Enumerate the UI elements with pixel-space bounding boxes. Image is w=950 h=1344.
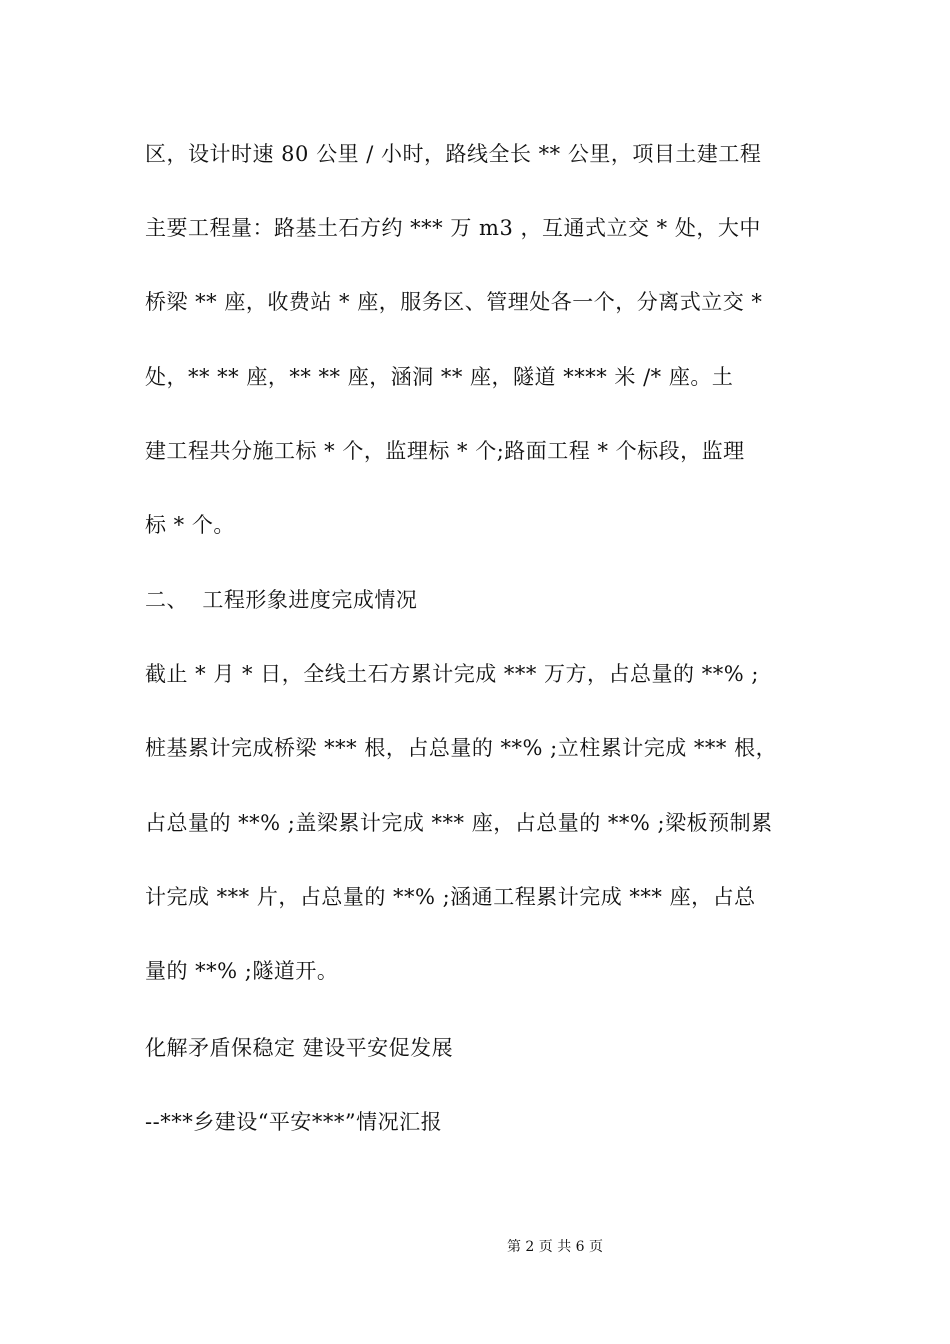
paragraph-line: 截止 * 月 * 日，全线土石方累计完成 *** 万方，占总量的 **% ; [145, 662, 759, 686]
paragraph-line: 计完成 *** 片，占总量的 **% ;涵通工程累计完成 *** 座，占总 [145, 885, 756, 909]
paragraph-line: 桩基累计完成桥梁 *** 根，占总量的 **% ;立柱累计完成 *** 根， [145, 736, 778, 760]
paragraph-line: 建工程共分施工标 * 个，监理标 * 个;路面工程 * 个标段，监理 [145, 439, 745, 463]
section-heading: 二、 工程形象进度完成情况 [145, 588, 418, 612]
page-number-footer: 第 2 页 共 6 页 [506, 1239, 604, 1255]
paragraph-line: 量的 **% ;隧道开。 [145, 959, 339, 983]
paragraph-line: 占总量的 **% ;盖梁累计完成 *** 座，占总量的 **% ;梁板预制累 [145, 811, 773, 835]
paragraph-line: 处，** ** 座，** ** 座，涵洞 ** 座，隧道 **** 米 /* 座。土 [145, 365, 734, 389]
paragraph-line: 桥梁 ** 座，收费站 * 座，服务区、管理处各一个，分离式立交 * [145, 290, 763, 314]
paragraph-line: 区，设计时速 80 公里 / 小时，路线全长 ** 公里，项目土建工程 [145, 142, 762, 166]
report-subtitle: --***乡建设“平安***”情况汇报 [145, 1110, 443, 1134]
paragraph-line: 主要工程量：路基土石方约 *** 万 m3 ，互通式立交 * 处，大中 [145, 216, 761, 240]
report-title: 化解矛盾保稳定 建设平安促发展 [145, 1036, 454, 1060]
paragraph-line: 标 * 个。 [145, 513, 235, 537]
